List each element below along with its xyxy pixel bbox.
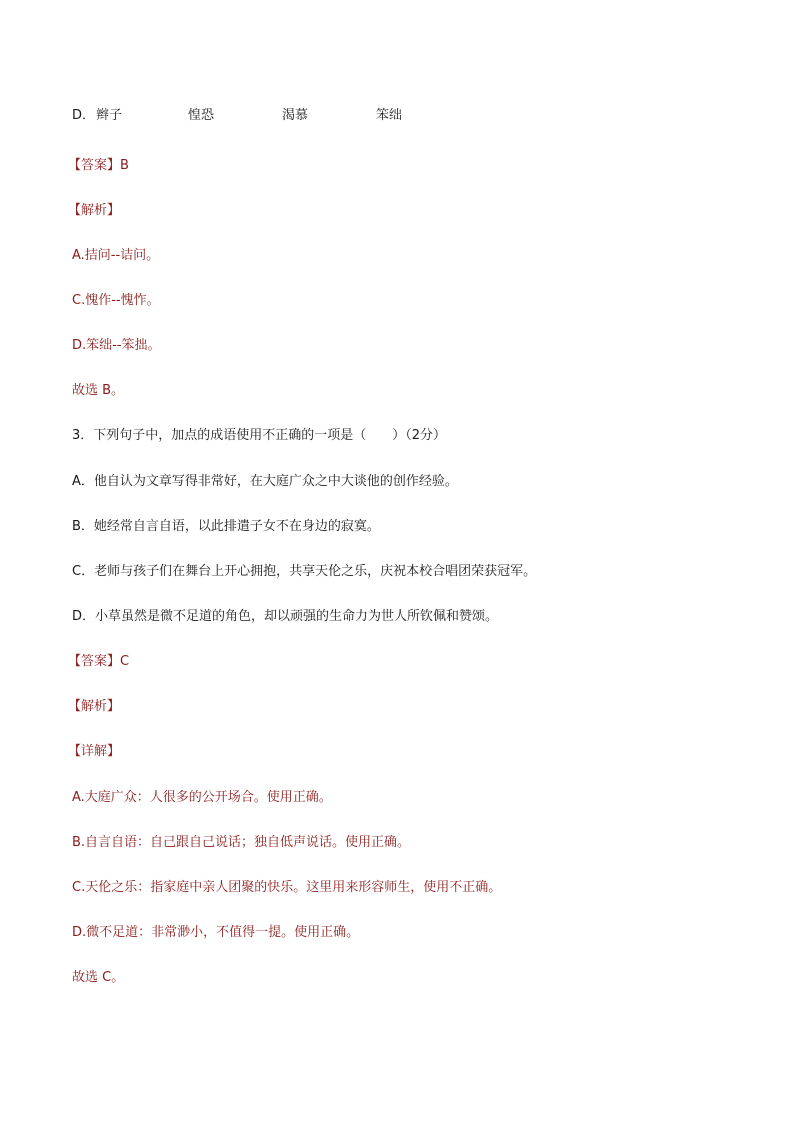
q3-option-b: B．她经常自言自语，以此排遣子女不在身边的寂寞。 bbox=[72, 519, 380, 534]
q2-analysis-item-a: A.拮问--诘问。 bbox=[72, 248, 160, 263]
q2-analysis-heading: 【解析】 bbox=[68, 203, 121, 218]
q3-conclusion: 故选 C。 bbox=[72, 970, 125, 985]
q2-analysis-item-d: D.笨绌--笨拙。 bbox=[72, 338, 161, 353]
q3-detail-a: A.大庭广众：人很多的公开场合。使用正确。 bbox=[72, 790, 332, 805]
q3-detail-b: B.自言自语：自己跟自己说话；独自低声说话。使用正确。 bbox=[72, 835, 411, 850]
q3-detail-c: C.天伦之乐：指家庭中亲人团聚的快乐。这里用来形容师生，使用不正确。 bbox=[72, 880, 502, 895]
q3-detail-d: D.微不足道：非常渺小，不值得一提。使用正确。 bbox=[72, 925, 360, 940]
q2-option-d-word-2: 惶恐 bbox=[188, 108, 215, 123]
q3-stem: 3．下列句子中，加点的成语使用不正确的一项是（ ）（2分） bbox=[72, 428, 447, 443]
q3-detail-heading: 【详解】 bbox=[68, 744, 121, 759]
q3-option-d: D．小草虽然是微不足道的角色，却以顽强的生命力为世人所钦佩和赞颂。 bbox=[72, 609, 499, 624]
q2-option-d-word-4: 笨绌 bbox=[376, 108, 403, 123]
q2-conclusion: 故选 B。 bbox=[72, 383, 125, 398]
q3-option-c: C．老师与孩子们在舞台上开心拥抱，共享天伦之乐，庆祝本校合唱团荣获冠军。 bbox=[72, 564, 537, 579]
q2-option-d-word-1: 辫子 bbox=[96, 108, 123, 123]
q3-analysis-heading: 【解析】 bbox=[68, 699, 121, 714]
q2-option-d-word-3: 渴慕 bbox=[282, 108, 309, 123]
q2-answer: 【答案】B bbox=[68, 158, 129, 173]
q2-option-d-row bbox=[72, 107, 472, 125]
q2-analysis-item-c: C.愧作--愧怍。 bbox=[72, 293, 160, 308]
q3-option-a: A．他自认为文章写得非常好，在大庭广众之中大谈他的创作经验。 bbox=[72, 474, 458, 489]
q3-answer: 【答案】C bbox=[68, 654, 130, 669]
q2-option-d-label: D． bbox=[72, 108, 96, 123]
